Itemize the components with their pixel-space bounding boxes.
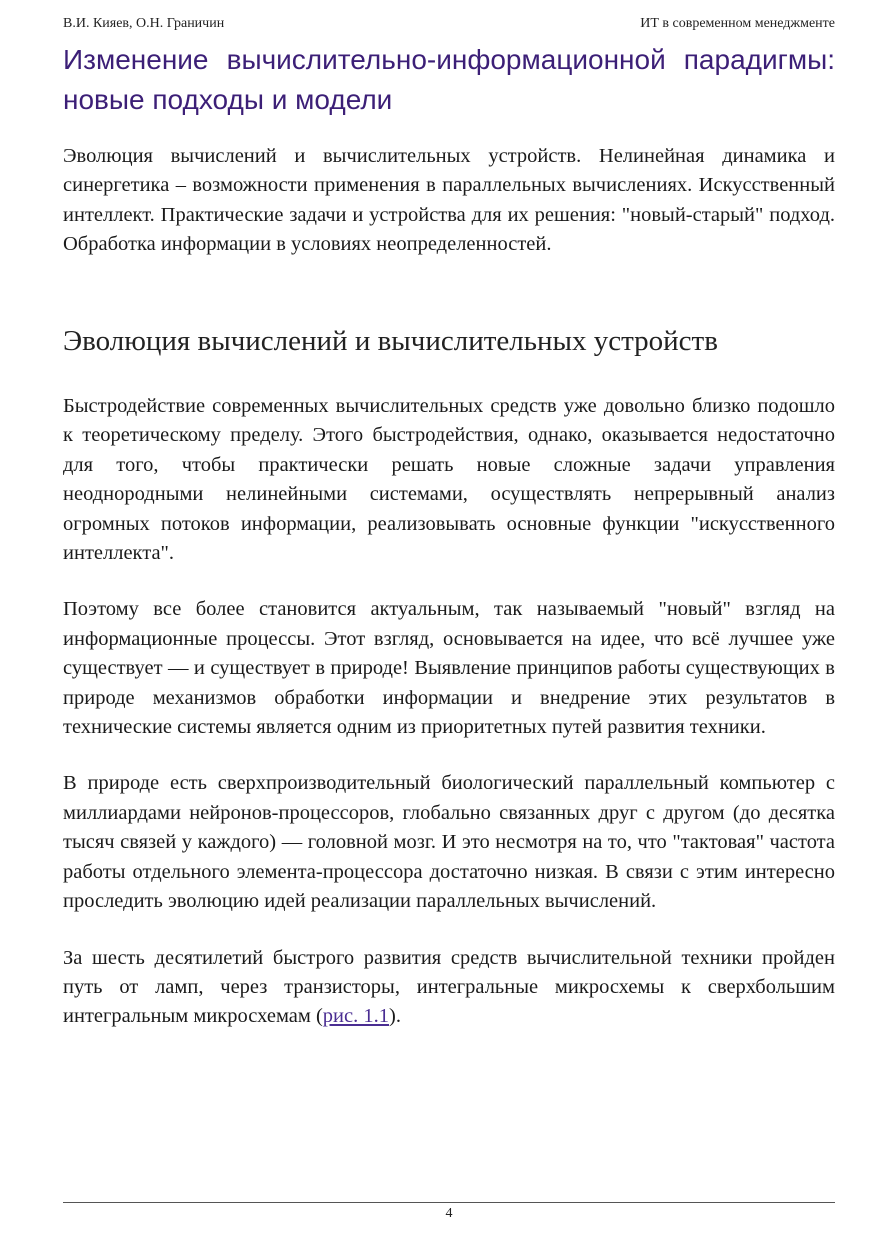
body-paragraph-1: Быстродействие современных вычислительных средств уже довольно близко подошло к теоретическому пределу. Этого быстродействия, однако, оказывается недостаточно для того, чтобы практически решать новые сложные задачи управления неоднородными нелинейными системами, осуществлять непрерывный анализ огромных потоков информации, реализовывать основные функции "искусственного интеллекта".	[63, 395, 835, 565]
body-text	[63, 392, 835, 1059]
chapter-title: Изменение вычислительно-информационной парадигмы: новые подходы и модели	[63, 44, 835, 115]
header-authors: В.И. Кияев, О.Н. Граничин	[63, 16, 225, 31]
figure-reference-link[interactable]: рис. 1.1	[322, 1005, 389, 1028]
abstract-paragraph: Эволюция вычислений и вычислительных устройств. Нелинейная динамика и синергетика – возможности применения в параллельных вычислениях. Искусственный интеллект. Практические задачи и устройства для их решения: "новый-старый" подход. Обработка информации в условиях неопределенностей.	[63, 145, 835, 256]
body-paragraph-4	[63, 944, 835, 1032]
footer-divider	[63, 1202, 835, 1203]
body-paragraph-2: Поэтому все более становится актуальным, так называемый "новый" взгляд на информационные процессы. Этот взгляд, основывается на идее, что всё лучшее уже существует — и существует в природе! Выявление принципов работы существующих в природе механизмов обработки информации и внедрение этих результатов в технические системы является одним из приоритетных путей развития техники.	[63, 598, 835, 739]
running-header	[63, 16, 835, 32]
body-paragraph-3: В природе есть сверхпроизводительный биологический параллельный компьютер с миллиардами нейронов-процессоров, глобально связанных друг с другом (до десятка тысяч связей у каждого) — головной мозг. И это несмотря на то, что "тактовая" частота работы отдельного элемента-процессора достаточно низкая. В связи с этим интересно проследить эволюцию идей реализации параллельных вычислений.	[63, 772, 835, 913]
header-book-title: ИТ в современном менеджменте	[640, 16, 835, 31]
document-page	[63, 0, 835, 1241]
section-heading: Эволюция вычислений и вычислительных устройств	[63, 325, 718, 357]
paragraph-4-closing: ).	[389, 1005, 401, 1028]
page-number: 4	[445, 1206, 453, 1221]
paragraph-4-text: За шесть десятилетий быстрого развития средств вычислительной техники пройден путь от ламп, через транзисторы, интегральные микросхемы к сверхбольшим интегральным микросхемам (	[63, 946, 835, 1028]
